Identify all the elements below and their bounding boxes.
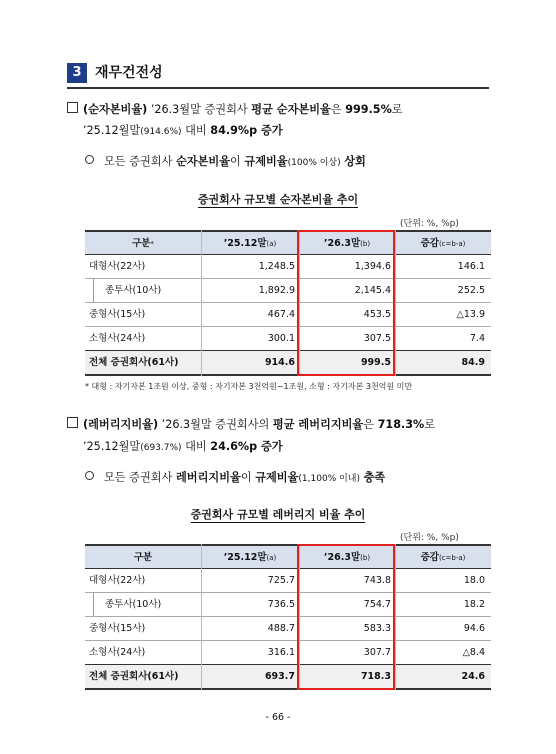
para1-label: (순자본비율) (83, 103, 148, 116)
section-divider (67, 87, 489, 89)
sub2-text-c: 이 (240, 471, 252, 484)
table-row: 대형사(22사) 1,248.5 1,394.6 146.1 (85, 255, 491, 279)
capital-ratio-table (85, 230, 491, 374)
leverage-ratio-table (85, 544, 491, 688)
sub2-text-b: 레버리지비율 (175, 471, 241, 484)
sub1-text-e: (100% 이상) (287, 158, 341, 168)
sub1-text-b: 순자본비율 (175, 155, 231, 168)
page-number: - 66 - (265, 712, 291, 723)
checkbox-bullet-icon (67, 102, 78, 113)
sub2-text-e: (1,100% 이내) (298, 474, 361, 484)
header-category: 구분* (132, 238, 154, 249)
para1-text-i: 84.9%p 증가 (210, 124, 283, 137)
table-row: 중형사(15사) 488.7 583.3 94.6 (85, 617, 491, 641)
para2-text-b: 평균 레버리지비율 (272, 418, 364, 431)
checkbox-bullet-icon (67, 417, 78, 428)
section-title: 재무건전성 (95, 65, 163, 81)
sub2-text-a: 모든 증권회사 (104, 471, 173, 484)
paragraph-capital-ratio-line2 (83, 121, 513, 142)
para1-text-a: ’26.3월말 증권회사 (150, 103, 248, 116)
table1-title: 증권회사 규모별 순자본비율 추이 (197, 193, 359, 206)
para2-text-f: ’25.12월말 (83, 440, 141, 453)
para2-text-e: 로 (424, 418, 436, 431)
sub1-text-d: 규제비율 (244, 155, 288, 168)
paragraph-leverage-ratio-line2 (83, 437, 513, 458)
para2-text-g: (693.7%) (140, 443, 182, 453)
para1-text-b: 평균 순자본비율 (251, 103, 331, 116)
table-row: 소형사(24사) 316.1 307.7 △8.4 (89, 647, 485, 658)
header-change: 증감(c=b-a) (420, 552, 466, 563)
header-category: 구분 (133, 552, 153, 563)
para2-text-c: 은 (363, 418, 375, 431)
header-curr: ’26.3말(b) (323, 552, 371, 563)
table1-footnote: * 대형 : 자기자본 1조원 이상, 중형 : 자기자본 3천억원~1조원, 소형 : 자기자본 3천억원 미만 (85, 382, 413, 391)
sub2-text-d: 규제비율 (255, 471, 299, 484)
table1-unit: (단위: %, %p) (400, 219, 459, 229)
section-number-badge: 3 (67, 63, 87, 83)
table2-title: 증권회사 규모별 레버리지 비율 추이 (190, 508, 366, 521)
para2-text-h: 대비 (185, 440, 207, 453)
para2-text-a: ’26.3월말 증권회사의 (161, 418, 270, 431)
section-header (67, 61, 489, 85)
header-prev: ’25.12말(a) (223, 238, 277, 249)
table-total-row: 전체 증권회사(61사) 914.6 999.5 84.9 (85, 350, 491, 376)
para2-text-d: 718.3% (377, 418, 425, 431)
para1-text-f: ’25.12월말 (83, 124, 141, 137)
sub-bullet-leverage-ratio (85, 469, 385, 488)
table-row: 종투사(10사) 736.5 754.7 18.2 (85, 593, 491, 617)
circle-bullet-icon (85, 471, 94, 480)
para2-text-i: 24.6%p 증가 (210, 440, 283, 453)
header-curr: ’26.3말(b) (323, 238, 371, 249)
table2-unit: (단위: %, %p) (400, 533, 459, 543)
sub1-text-a: 모든 증권회사 (104, 155, 173, 168)
para1-text-h: 대비 (185, 124, 207, 137)
paragraph-capital-ratio-line1 (67, 100, 497, 120)
para1-text-e: 로 (391, 103, 403, 116)
table-row: 대형사(22사) 725.7 743.8 18.0 (85, 569, 491, 593)
sub1-text-f: 상회 (344, 155, 366, 168)
header-prev: ’25.12말(a) (223, 552, 277, 563)
table-header-row (85, 230, 491, 255)
sub1-text-c: 이 (230, 155, 241, 168)
paragraph-leverage-ratio-line1 (67, 415, 497, 435)
para1-text-g: (914.6%) (140, 127, 182, 137)
table-row: 중형사(15사) 467.4 453.5 △13.9 (85, 303, 491, 327)
highlight-box (297, 544, 395, 690)
circle-bullet-icon (85, 155, 94, 164)
highlight-box (297, 230, 395, 376)
para2-label: (레버리지비율) (83, 418, 159, 431)
table-header-row (85, 544, 491, 569)
table-total-row: 전체 증권회사(61사) 693.7 718.3 24.6 (85, 664, 491, 690)
header-change: 증감(c=b-a) (420, 238, 466, 249)
sub-bullet-capital-ratio (85, 153, 366, 172)
para1-text-c: 은 (330, 103, 342, 116)
sub2-text-f: 충족 (363, 471, 386, 484)
table-row: 소형사(24사) 300.1 307.5 7.4 (89, 333, 485, 344)
table-row: 종투사(10사) 1,892.9 2,145.4 252.5 (85, 279, 491, 303)
para1-text-d: 999.5% (345, 103, 392, 116)
